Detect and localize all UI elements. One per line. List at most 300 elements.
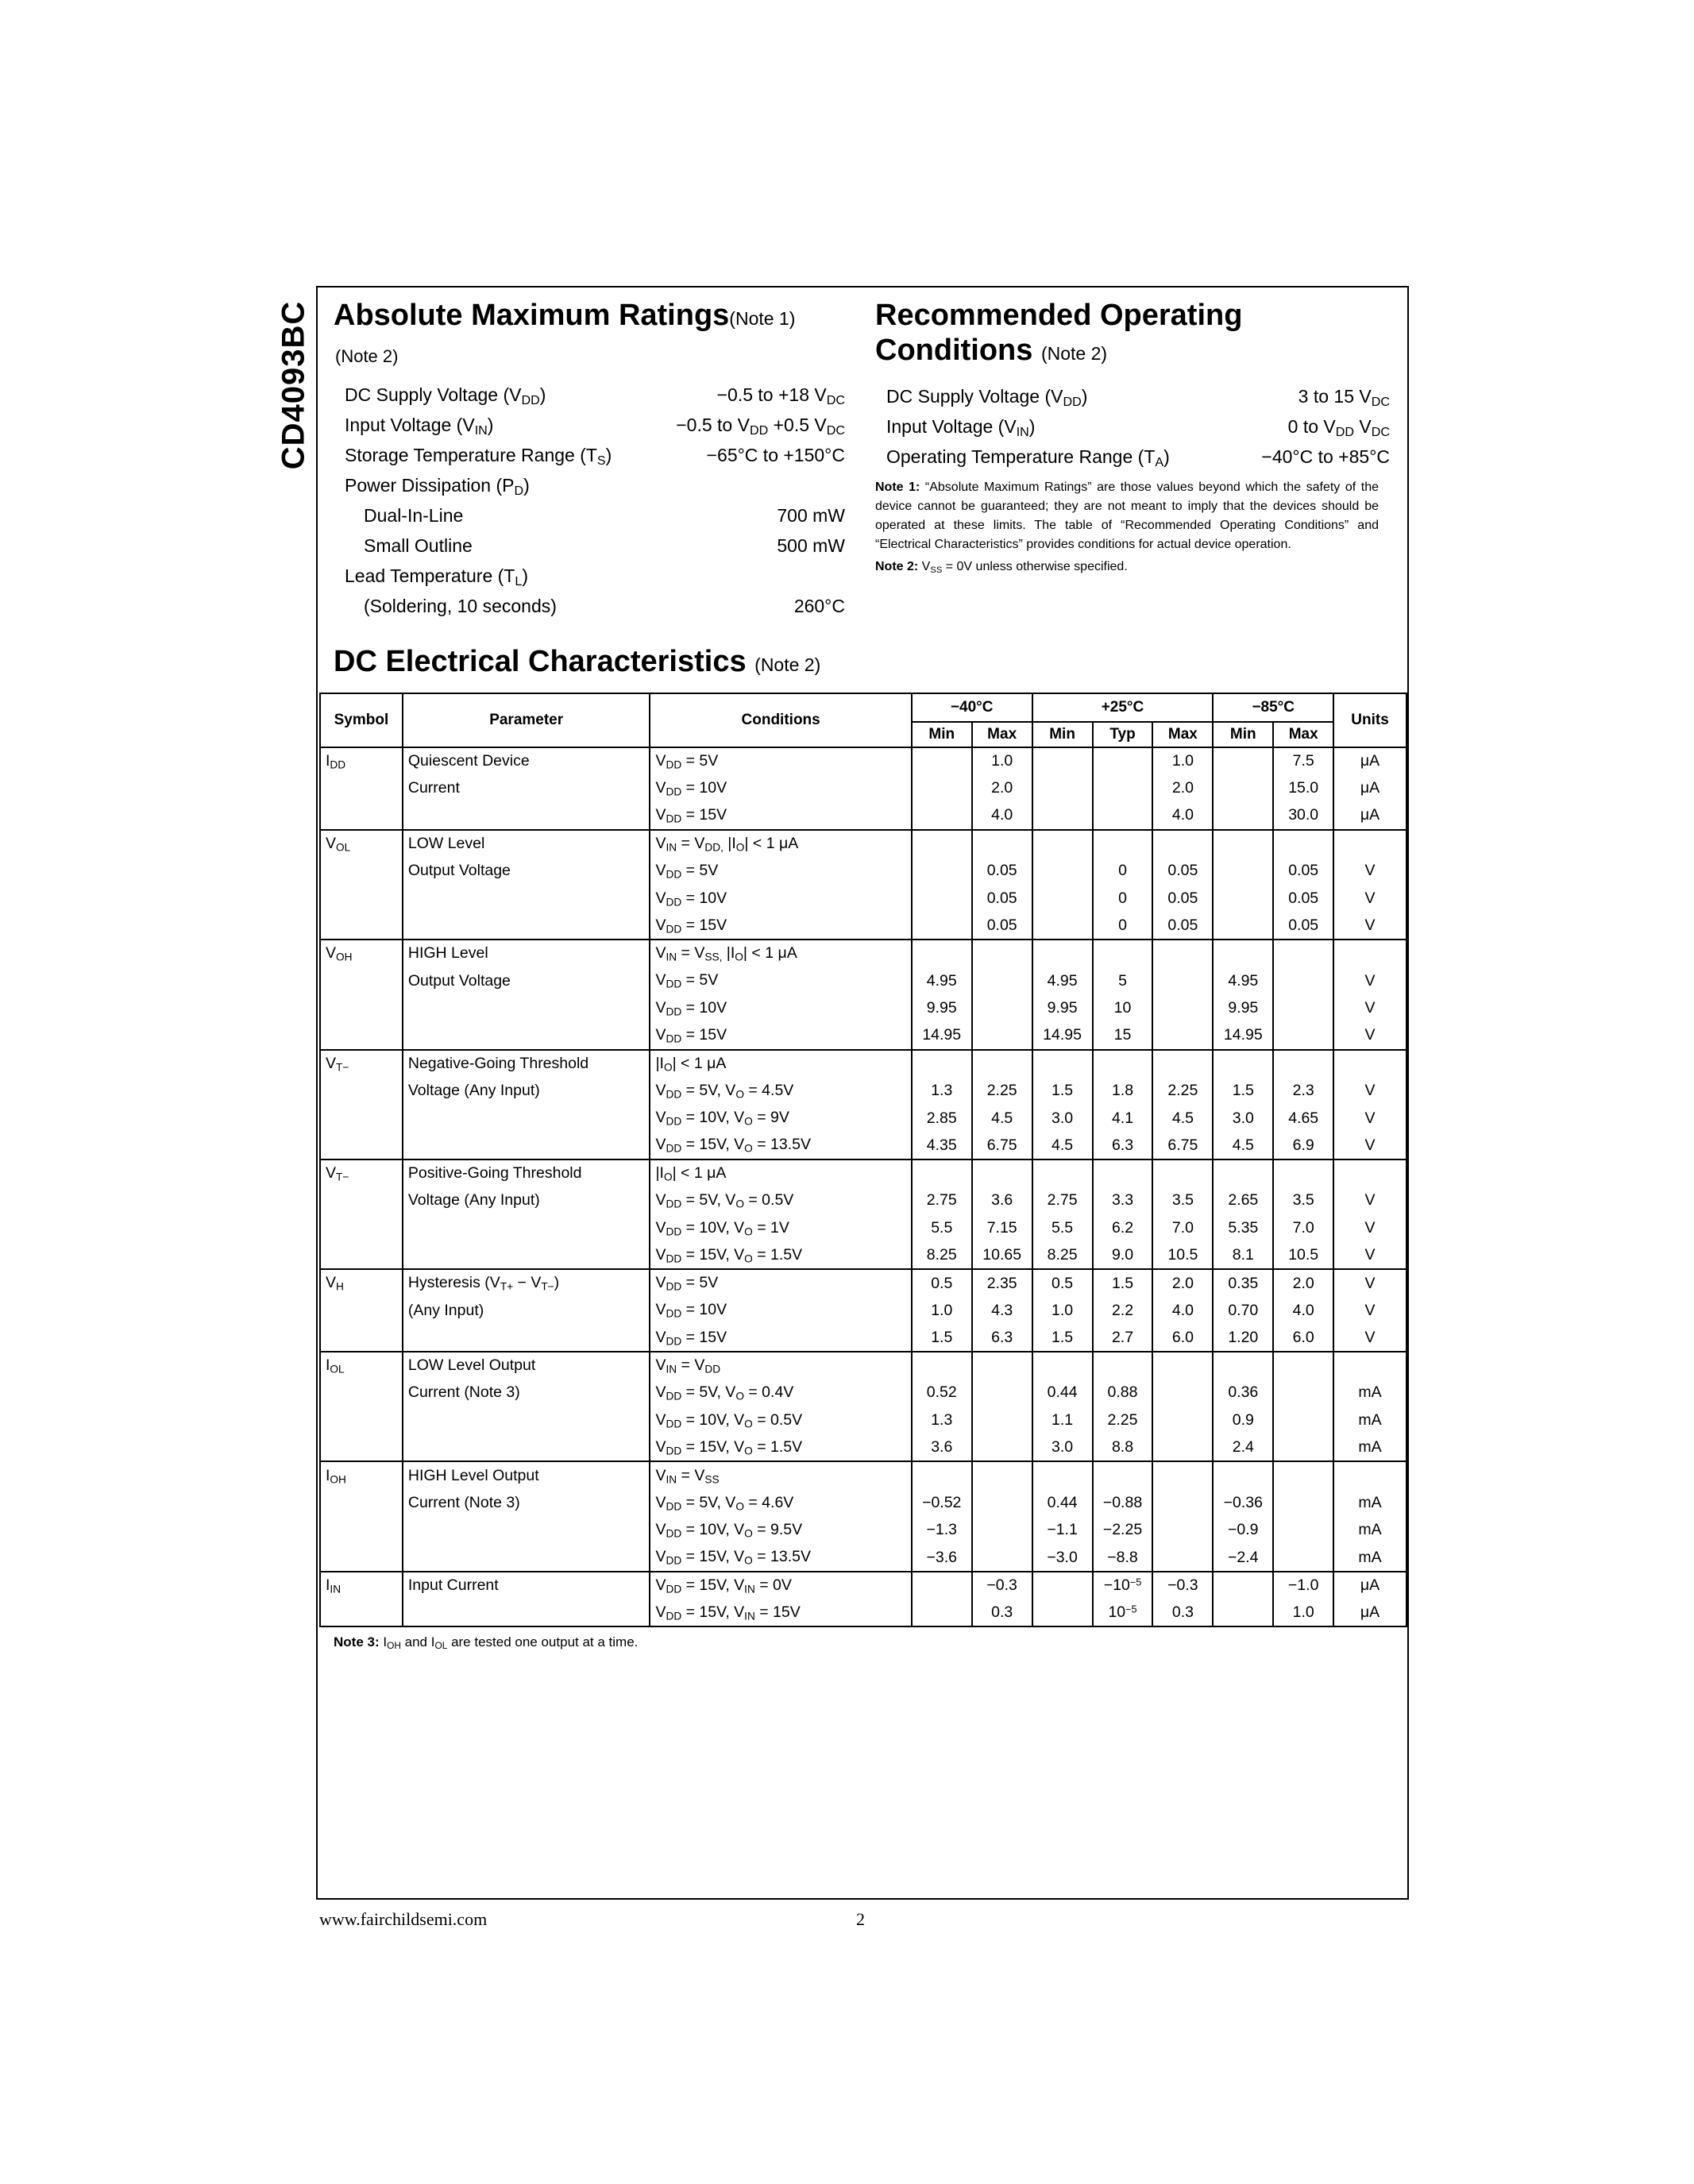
cell: 4.0 <box>1152 1297 1213 1325</box>
cell-parameter: Negative-Going Threshold <box>403 1050 650 1078</box>
col-header-temp-25: +25°C <box>1032 693 1214 722</box>
cell: 1.3 <box>912 1077 972 1105</box>
cell: 0.3 <box>972 1599 1032 1626</box>
table-row <box>320 1489 1407 1517</box>
cell <box>320 1379 403 1407</box>
cell-units: μA <box>1333 802 1407 830</box>
cell: 0.05 <box>1152 857 1213 885</box>
cell: 3.6 <box>912 1434 972 1462</box>
table-row <box>320 857 1407 885</box>
cell <box>1273 1517 1333 1545</box>
cell <box>320 994 403 1022</box>
cell <box>972 1379 1032 1407</box>
roc-row-0-label: DC Supply Voltage $(V_{DD})$ <box>886 386 1088 410</box>
cell: 14.95 <box>912 1022 972 1050</box>
cell <box>1032 857 1093 885</box>
cell <box>1032 830 1093 858</box>
cell-units: mA <box>1333 1379 1407 1407</box>
amr-row-0-label: DC Supply Voltage $(V_{DD})$ <box>345 384 546 408</box>
cell-symbol: $V_{OH}$ <box>320 940 403 967</box>
table-row <box>320 1214 1407 1242</box>
col-header-min: Min <box>912 722 972 747</box>
cell: 4.0 <box>1273 1297 1333 1325</box>
cell <box>1273 1434 1333 1462</box>
cell-parameter: Current (Note 3) <box>403 1379 650 1407</box>
cell <box>912 1352 972 1379</box>
note-2-label: Note 2: <box>875 560 919 573</box>
cell: 3.5 <box>1273 1187 1333 1215</box>
cell <box>972 1489 1032 1517</box>
roc-row-2-label: Operating Temperature Range $(T_A)$ <box>886 446 1170 470</box>
cell <box>320 1406 403 1434</box>
cell <box>403 1517 650 1545</box>
table-row <box>320 940 1407 967</box>
table-row <box>320 913 1407 940</box>
cell <box>403 885 650 913</box>
note-1-text: “Absolute Maximum Ratings” are those values beyond which the safety of the device cannot be guaranteed; they are not meant to imply that the devices should be operated at these limits. The table of “Recommended Operating Conditions” and “Electrical Characteristics” provides conditions for actual device operation. <box>875 480 1379 551</box>
cell <box>403 802 650 830</box>
cell <box>1152 1517 1213 1545</box>
col-header-min: Min <box>1213 722 1273 747</box>
cell-conditions: $V_{DD} = 15V$ <box>650 1324 911 1352</box>
col-header-typ: Typ <box>1093 722 1153 747</box>
cell <box>1273 1160 1333 1187</box>
cell <box>1273 1489 1333 1517</box>
table-row <box>320 1077 1407 1105</box>
cell: 10.5 <box>1152 1242 1213 1270</box>
cell: 9.95 <box>912 994 972 1022</box>
cell: −0.3 <box>1152 1572 1213 1599</box>
table-row <box>320 1022 1407 1050</box>
cell <box>320 1434 403 1462</box>
note-3-label: Note 3: <box>334 1634 380 1650</box>
cell: 5.5 <box>1032 1214 1093 1242</box>
cell: 0.44 <box>1032 1379 1093 1407</box>
cell <box>1213 1572 1273 1599</box>
cell: 2.65 <box>1213 1187 1273 1215</box>
cell <box>320 1214 403 1242</box>
cell: 0.88 <box>1093 1379 1153 1407</box>
cell-units: μA <box>1333 747 1407 775</box>
table-row <box>320 885 1407 913</box>
table-row <box>320 747 1407 775</box>
cell <box>1273 1022 1333 1050</box>
cell: 30.0 <box>1273 802 1333 830</box>
cell <box>403 1132 650 1160</box>
cell: 0 <box>1093 857 1153 885</box>
cell <box>403 1599 650 1626</box>
cell <box>1213 1160 1273 1187</box>
cell <box>972 1544 1032 1572</box>
cell <box>1273 1352 1333 1379</box>
cell <box>1032 1461 1093 1489</box>
cell-conditions: $V_{DD} = 5V$, $V_O = 4.5V$ <box>650 1077 911 1105</box>
cell <box>320 775 403 803</box>
cell <box>1152 994 1213 1022</box>
amr-row-1-value: −0.5 to $V_{DD} +0.5$ $V_{DC}$ <box>676 415 845 438</box>
cell <box>1213 1352 1273 1379</box>
cell <box>1152 1022 1213 1050</box>
cell: 3.0 <box>1032 1434 1093 1462</box>
cell-symbol: $V_H$ <box>320 1269 403 1297</box>
cell-conditions: $|I_O| < 1$ μA <box>650 1160 911 1187</box>
cell: 9.0 <box>1093 1242 1153 1270</box>
cell <box>320 1022 403 1050</box>
cell <box>1213 1599 1273 1626</box>
cell-conditions: $V_{IN} = V_{DD}$ <box>650 1352 911 1379</box>
cell: 1.3 <box>912 1406 972 1434</box>
cell-conditions: $V_{DD} = 10V$ <box>650 885 911 913</box>
cell <box>320 1105 403 1133</box>
col-header-parameter: Parameter <box>403 693 650 747</box>
cell: 6.9 <box>1273 1132 1333 1160</box>
cell <box>1273 967 1333 995</box>
amr-row-3-label: Power Dissipation $(P_D)$ <box>345 475 530 499</box>
cell <box>403 1242 650 1270</box>
cell <box>1273 1406 1333 1434</box>
table-row <box>320 775 1407 803</box>
cell: 4.95 <box>1032 967 1093 995</box>
cell-conditions: $V_{DD} = 5V$, $V_O = 0.5V$ <box>650 1187 911 1215</box>
cell: 7.0 <box>1152 1214 1213 1242</box>
amr-row-5-value: 500 mW <box>777 535 845 556</box>
cell-units: mA <box>1333 1434 1407 1462</box>
cell: 1.20 <box>1213 1324 1273 1352</box>
table-row <box>320 802 1407 830</box>
cell-symbol: $I_{DD}$ <box>320 747 403 775</box>
cell <box>1093 1352 1153 1379</box>
cell <box>912 747 972 775</box>
side-part-number-text: CD4093BC <box>276 300 311 470</box>
cell: 10.5 <box>1273 1242 1333 1270</box>
col-header-min: Min <box>1032 722 1093 747</box>
cell <box>972 1050 1032 1078</box>
cell: 14.95 <box>1213 1022 1273 1050</box>
cell-conditions: $V_{DD} = 15V$, $V_O = 13.5V$ <box>650 1544 911 1572</box>
cell <box>1032 802 1093 830</box>
cell <box>1213 1050 1273 1078</box>
cell <box>912 1050 972 1078</box>
roc-title-note: (Note 2) <box>1040 343 1108 364</box>
cell-parameter: Current (Note 3) <box>403 1489 650 1517</box>
cell <box>1213 775 1273 803</box>
cell-conditions: $V_{DD} = 15V$, $V_O = 13.5V$ <box>650 1132 911 1160</box>
cell: 2.0 <box>972 775 1032 803</box>
note-1-label: Note 1: <box>875 480 920 494</box>
cell-conditions: $V_{DD} = 15V$, $V_{IN} = 0V$ <box>650 1572 911 1599</box>
amr-row-5-label: Small Outline <box>364 535 473 556</box>
cell: 6.0 <box>1273 1324 1333 1352</box>
cell-parameter: Current <box>403 775 650 803</box>
cell: 6.0 <box>1152 1324 1213 1352</box>
cell <box>1213 830 1273 858</box>
dc-title-note: (Note 2) <box>754 654 821 675</box>
cell: 3.0 <box>1213 1105 1273 1133</box>
cell <box>320 967 403 995</box>
cell-conditions: $V_{DD} = 5V$ <box>650 1269 911 1297</box>
table-row <box>320 1050 1407 1078</box>
cell-parameter: Voltage (Any Input) <box>403 1187 650 1215</box>
cell <box>972 1352 1032 1379</box>
cell-conditions: $V_{DD} = 10V$, $V_O = 9.5V$ <box>650 1517 911 1545</box>
cell: 4.5 <box>972 1105 1032 1133</box>
cell-units: mA <box>1333 1406 1407 1434</box>
cell: 4.3 <box>972 1297 1032 1325</box>
table-row <box>320 1242 1407 1270</box>
table-row <box>320 830 1407 858</box>
cell <box>972 1434 1032 1462</box>
cell: 8.25 <box>912 1242 972 1270</box>
cell <box>972 1022 1032 1050</box>
table-row <box>320 994 1407 1022</box>
cell-units <box>1333 830 1407 858</box>
cell-conditions: $V_{DD} = 15V$ <box>650 802 911 830</box>
amr-row-6-label: Lead Temperature $(T_L)$ <box>345 565 528 589</box>
cell <box>1032 1352 1093 1379</box>
cell-units: μA <box>1333 1572 1407 1599</box>
cell <box>320 1517 403 1545</box>
table-row <box>320 1517 1407 1545</box>
cell: 0 <box>1093 913 1153 940</box>
cell <box>1213 1461 1273 1489</box>
cell: 5 <box>1093 967 1153 995</box>
cell: 0.05 <box>1273 885 1333 913</box>
cell <box>1213 885 1273 913</box>
roc-row-2-value: −40°C to +85°C <box>1261 446 1390 467</box>
cell: 0.5 <box>1032 1269 1093 1297</box>
cell <box>1152 1461 1213 1489</box>
cell: 5.5 <box>912 1214 972 1242</box>
amr-title: Absolute Maximum Ratings <box>334 299 730 332</box>
cell <box>320 1187 403 1215</box>
cell <box>1152 967 1213 995</box>
cell: 1.0 <box>1032 1297 1093 1325</box>
cell <box>1273 1379 1333 1407</box>
cell: −3.6 <box>912 1544 972 1572</box>
cell: 0.70 <box>1213 1297 1273 1325</box>
cell-parameter: Quiescent Device <box>403 747 650 775</box>
cell <box>912 913 972 940</box>
cell-symbol: $V_{T-}$ <box>320 1050 403 1078</box>
table-row <box>320 1187 1407 1215</box>
cell: −2.25 <box>1093 1517 1153 1545</box>
cell: 4.65 <box>1273 1105 1333 1133</box>
cell: 2.4 <box>1213 1434 1273 1462</box>
cell: 4.0 <box>972 802 1032 830</box>
amr-heading <box>334 299 795 333</box>
cell-units: V <box>1333 1187 1407 1215</box>
cell <box>403 1544 650 1572</box>
cell: 7.15 <box>972 1214 1032 1242</box>
cell-units: V <box>1333 967 1407 995</box>
col-header-temp-minus40: −40°C <box>912 693 1032 722</box>
table-row <box>320 1572 1407 1599</box>
amr-row-4-label: Dual-In-Line <box>364 505 464 526</box>
table-row <box>320 1297 1407 1325</box>
cell: 2.2 <box>1093 1297 1153 1325</box>
cell-units: V <box>1333 1242 1407 1270</box>
cell-units <box>1333 1050 1407 1078</box>
cell: 4.35 <box>912 1132 972 1160</box>
cell <box>1032 1599 1093 1626</box>
cell: −0.9 <box>1213 1517 1273 1545</box>
cell <box>1152 1160 1213 1187</box>
note-3: Note 3: $I_{OH}$ and $I_{OL}$ are tested one output at a time. <box>334 1634 639 1651</box>
cell: $10^{-5}$ <box>1093 1599 1153 1626</box>
cell-parameter: LOW Level <box>403 830 650 858</box>
cell: 15.0 <box>1273 775 1333 803</box>
cell <box>1032 775 1093 803</box>
cell-units: V <box>1333 1297 1407 1325</box>
cell: 2.25 <box>1093 1406 1153 1434</box>
cell: 15 <box>1093 1022 1153 1050</box>
cell: 1.5 <box>1032 1077 1093 1105</box>
cell: 2.25 <box>972 1077 1032 1105</box>
cell: 2.35 <box>972 1269 1032 1297</box>
cell <box>1032 885 1093 913</box>
cell <box>1273 1544 1333 1572</box>
cell <box>912 1572 972 1599</box>
cell-units: mA <box>1333 1544 1407 1572</box>
table-row <box>320 1352 1407 1379</box>
cell <box>403 1324 650 1352</box>
cell-units: μA <box>1333 1599 1407 1626</box>
amr-row-2-value: −65°C to +150°C <box>706 445 845 465</box>
table-row <box>320 1406 1407 1434</box>
cell: 2.0 <box>1152 1269 1213 1297</box>
table-row <box>320 1160 1407 1187</box>
cell <box>912 857 972 885</box>
cell: 8.1 <box>1213 1242 1273 1270</box>
cell <box>912 940 972 967</box>
roc-row-1-value: 0 to $V_{DD}$ $V_{DC}$ <box>1287 416 1390 440</box>
cell-units: V <box>1333 1324 1407 1352</box>
cell <box>1273 1461 1333 1489</box>
cell-parameter: (Any Input) <box>403 1297 650 1325</box>
col-header-max: Max <box>1152 722 1213 747</box>
roc-notes <box>875 478 1379 580</box>
cell <box>912 775 972 803</box>
cell <box>1213 747 1273 775</box>
col-header-units: Units <box>1333 693 1407 747</box>
amr-row-0-value: −0.5 to +18 $V_{DC}$ <box>716 384 845 408</box>
cell: 0.05 <box>1152 913 1213 940</box>
cell <box>912 1160 972 1187</box>
cell-parameter: Positive-Going Threshold <box>403 1160 650 1187</box>
cell: 0.5 <box>912 1269 972 1297</box>
note-2: Note 2: $V_{SS} = 0V$ unless otherwise specified. <box>875 560 1128 575</box>
cell-units <box>1333 1352 1407 1379</box>
cell <box>912 885 972 913</box>
cell: 6.2 <box>1093 1214 1153 1242</box>
cell <box>912 1461 972 1489</box>
cell <box>403 1214 650 1242</box>
cell <box>1213 940 1273 967</box>
amr-row-7-value: 260°C <box>793 596 845 616</box>
cell: 9.95 <box>1213 994 1273 1022</box>
cell: $-10^{-5}$ <box>1093 1572 1153 1599</box>
table-row <box>320 1132 1407 1160</box>
cell: 1.5 <box>1093 1269 1153 1297</box>
cell <box>320 1599 403 1626</box>
cell-parameter: Output Voltage <box>403 857 650 885</box>
cell: 3.6 <box>972 1187 1032 1215</box>
cell: 8.25 <box>1032 1242 1093 1270</box>
table-row <box>320 1544 1407 1572</box>
cell <box>320 1242 403 1270</box>
amr-row-1-label: Input Voltage $(V_{IN})$ <box>345 415 494 438</box>
cell-conditions: $V_{DD} = 15V$ <box>650 1022 911 1050</box>
cell <box>1093 747 1153 775</box>
cell <box>320 857 403 885</box>
cell <box>403 1022 650 1050</box>
roc-title-line2: Conditions <box>875 334 1033 367</box>
cell <box>320 1297 403 1325</box>
cell-units: V <box>1333 1132 1407 1160</box>
cell <box>912 802 972 830</box>
amr-title-note: (Note 1) <box>729 308 796 329</box>
cell <box>1093 830 1153 858</box>
cell-conditions: $V_{IN} = V_{SS,}$ $|I_O| < 1$ μA <box>650 940 911 967</box>
cell-parameter: HIGH Level Output <box>403 1461 650 1489</box>
cell <box>1152 1434 1213 1462</box>
cell-conditions: $V_{DD} = 5V$, $V_O = 0.4V$ <box>650 1379 911 1407</box>
cell: −1.1 <box>1032 1517 1093 1545</box>
cell: 14.95 <box>1032 1022 1093 1050</box>
cell-conditions: $V_{DD} = 15V$ <box>650 913 911 940</box>
note-1 <box>875 478 1379 554</box>
cell: −1.3 <box>912 1517 972 1545</box>
cell <box>403 1105 650 1133</box>
cell-symbol: $I_{OH}$ <box>320 1461 403 1489</box>
roc-row-0-value: 3 to 15 $V_{DC}$ <box>1298 386 1390 410</box>
cell <box>320 1544 403 1572</box>
cell <box>1093 1160 1153 1187</box>
cell-units: V <box>1333 1077 1407 1105</box>
side-part-number <box>270 286 318 484</box>
cell: 0.05 <box>1273 913 1333 940</box>
cell <box>972 830 1032 858</box>
cell <box>1152 1050 1213 1078</box>
cell: 0.05 <box>972 857 1032 885</box>
cell <box>403 1434 650 1462</box>
cell <box>972 994 1032 1022</box>
cell-parameter: Voltage (Any Input) <box>403 1077 650 1105</box>
cell <box>320 1489 403 1517</box>
cell: 4.0 <box>1152 802 1213 830</box>
footer-url[interactable]: www.fairchildsemi.com <box>319 1909 488 1929</box>
cell <box>1273 830 1333 858</box>
cell-conditions: $V_{IN} = V_{DD,}$ $|I_O| < 1$ μA <box>650 830 911 858</box>
cell <box>403 994 650 1022</box>
cell: 1.5 <box>1213 1077 1273 1105</box>
cell-conditions: $V_{DD} = 15V$, $V_O = 1.5V$ <box>650 1242 911 1270</box>
cell: 1.0 <box>972 747 1032 775</box>
cell: 0.44 <box>1032 1489 1093 1517</box>
amr-note: (Note 2) <box>335 346 399 366</box>
cell: 4.5 <box>1032 1132 1093 1160</box>
cell <box>320 913 403 940</box>
cell: 9.95 <box>1032 994 1093 1022</box>
cell: 10 <box>1093 994 1153 1022</box>
cell: 0.3 <box>1152 1599 1213 1626</box>
cell-conditions: $V_{DD} = 5V$ <box>650 857 911 885</box>
cell: 4.1 <box>1093 1105 1153 1133</box>
cell <box>320 1324 403 1352</box>
cell-symbol: $V_{OL}$ <box>320 830 403 858</box>
cell <box>1152 1544 1213 1572</box>
table-row <box>320 1324 1407 1352</box>
